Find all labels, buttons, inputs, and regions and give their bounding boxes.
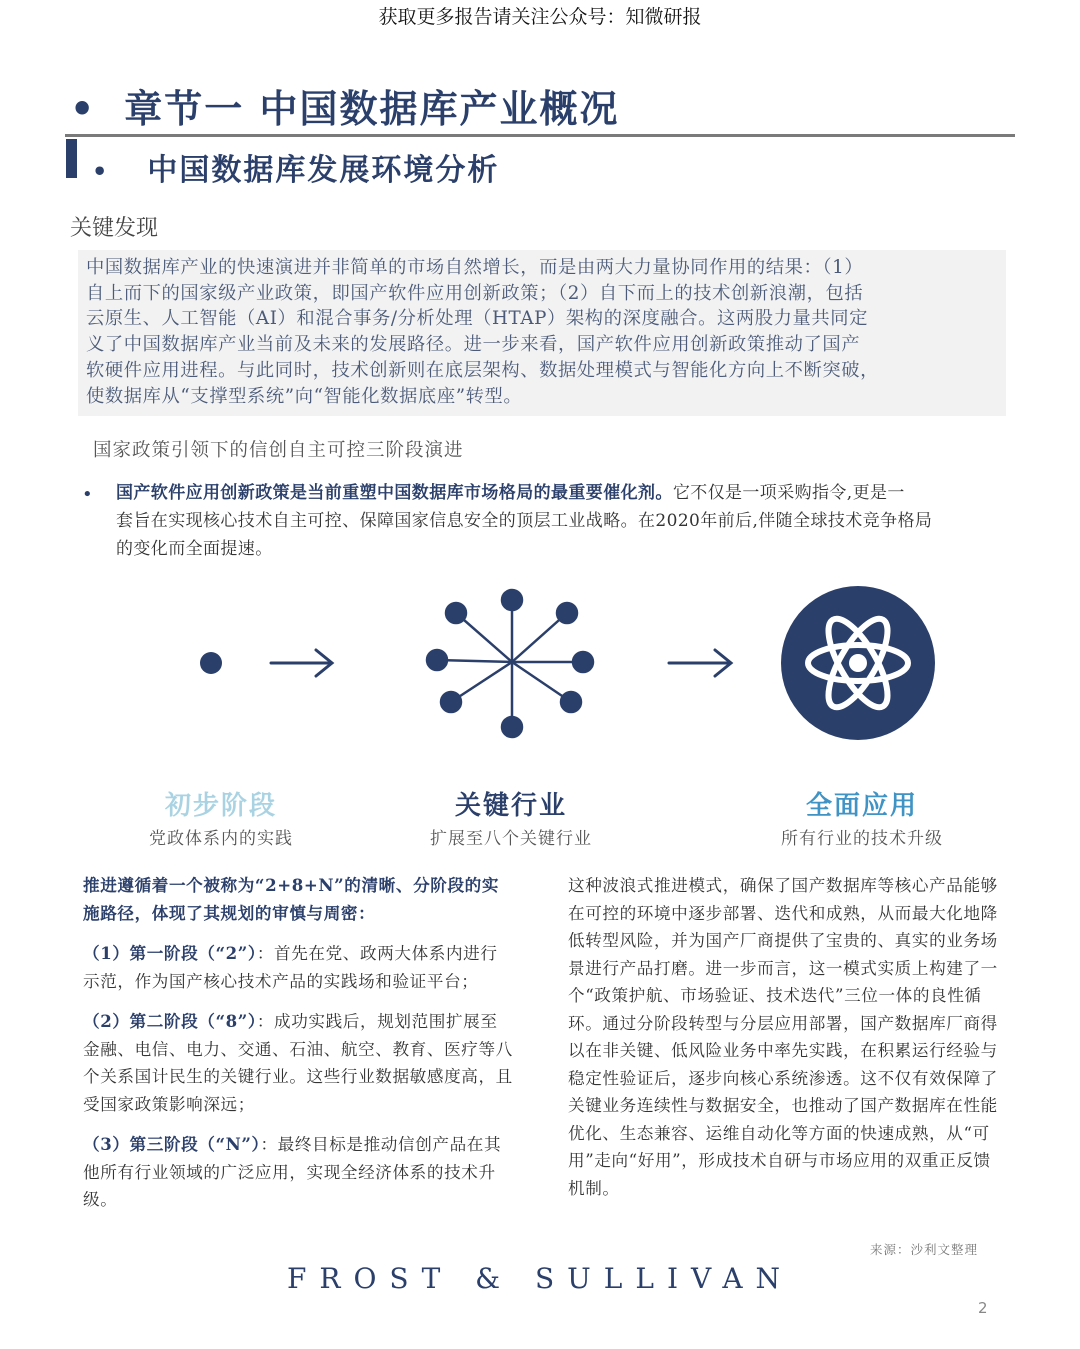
atom-icon [781,586,935,740]
phase-1-body: ：首先在党、政两大体系内进行示范，作为国产核心技术产品的实践场和验证平台； [83,944,498,991]
bullet-line: 的变化而全面提速。 [116,539,273,559]
left-column [83,872,513,1227]
left-lead: 推进遵循着一个被称为“2+8+N”的清晰、分阶段的实施路径，体现了其规划的审慎与周密： [83,875,500,923]
stage-1-title: 初步阶段 [164,791,277,821]
summary-line: 义了中国数据库产业当前及未来的发展路径。进一步来看，国产软件应用创新政策推动了国产 [86,334,861,356]
phase-3-head: （3）第三阶段（“N”） [83,1134,261,1154]
stage-3-title: 全面应用 [805,791,918,821]
section-accent-bar [66,139,77,178]
section-title [92,145,499,189]
bullet-icon: • [70,86,97,131]
summary-line: 自上而下的国家级产业政策，即国产软件应用创新政策；（2）自下而上的技术创新浪潮，包括 [86,282,864,304]
dot-icon [200,652,222,674]
stage-2-subtitle: 扩展至八个关键行业 [430,829,592,849]
title-divider [65,134,1015,137]
bullet-icon: • [82,484,93,505]
bullet-text-rest: 它不仅是一项采购指令,更是一 [672,483,905,503]
stage-3-subtitle: 所有行业的技术升级 [781,829,943,849]
chapter-title-text: 章节一 中国数据库产业概况 [124,86,620,131]
phase-2-head: （2）第二阶段（“8”） [83,1011,257,1031]
section-title-text: 中国数据库发展环境分析 [147,153,500,188]
frost-sullivan-logo: FROST & SULLIVAN [286,1262,794,1295]
arrow-right-icon [271,650,332,676]
summary-line: 中国数据库产业的快速演进并非简单的市场自然增长，而是由两大力量协同作用的结果：（1） [86,257,864,278]
page-number: 2 [978,1299,988,1317]
source-note: 来源：沙利文整理 [870,1242,979,1257]
phase-2 [83,1008,513,1118]
summary-line: 使数据库从“支撑型系统”向“智能化数据底座”转型。 [86,385,523,407]
right-column [568,872,1000,1202]
top-note: 获取更多报告请关注公众号：知微研报 [378,6,702,28]
phase-1-head: （1）第一阶段（“2”） [83,943,257,963]
key-findings-label: 关键发现 [70,216,159,241]
subsection-label: 国家政策引领下的信创自主可控三阶段演进 [93,440,464,461]
phase-2-body: ：成功实践后，规划范围扩展至金融、电信、电力、交通、石油、航空、教育、医疗等八个关系国计民生的关键行业。这些行业数据敏感度高，且受国家政策影响深远； [83,1012,513,1114]
summary-line: 软硬件应用进程。与此同时，技术创新则在底层架构、数据处理模式与智能化方向上不断突破， [86,359,880,381]
bullet-icon: • [92,157,110,186]
stage-diagram [0,570,1080,770]
arrow-right-icon [669,650,731,676]
bullet-bold: 国产软件应用创新政策是当前重塑中国数据库市场格局的最重要催化剂。 [116,483,673,503]
phase-3-body: ：最终目标是推动信创产品在其他所有行业领域的广泛应用，实现全经济体系的技术升级。 [83,1135,502,1209]
chapter-title [70,78,620,133]
phase-3 [83,1131,513,1214]
policy-bullet [116,479,1006,563]
network-star-icon [427,590,593,737]
bullet-line: 套旨在实现核心技术自主可控、保障国家信息安全的顶层工业战略。在2020年前后,伴随全球技术竞争格局 [116,511,933,531]
summary-line: 云原生、人工智能（AI）和混合事务/分析处理（HTAP）架构的深度融合。这两股力量共同定 [86,308,869,330]
summary-box [78,250,1006,416]
stage-1-subtitle: 党政体系内的实践 [149,829,293,849]
phase-1 [83,940,513,995]
stage-2-title: 关键行业 [454,791,567,821]
right-paragraph: 这种波浪式推进模式，确保了国产数据库等核心产品能够在可控的环境中逐步部署、迭代和成熟，从而最大化地降低转型风险，并为国产厂商提供了宝贵的、真实的业务场景进行产品打磨。进一步而言，这一模式实质上构建了一个“政策护航、市场验证、技术迭代”三位一体的良性循环。通过分阶段转型与分层应用部署，国产数据库厂商得以在非关键、低风险业务中率先实践，在积累运行经验与稳定性验证后，逐步向核心系统渗透。这不仅有效保障了关键业务连续性与数据安全，也推动了国产数据库在性能优化、生态兼容、运维自动化等方面的快速成熟，从“可用”走向“好用”，形成技术自研与市场应用的双重正反馈机制。 [568,876,998,1198]
